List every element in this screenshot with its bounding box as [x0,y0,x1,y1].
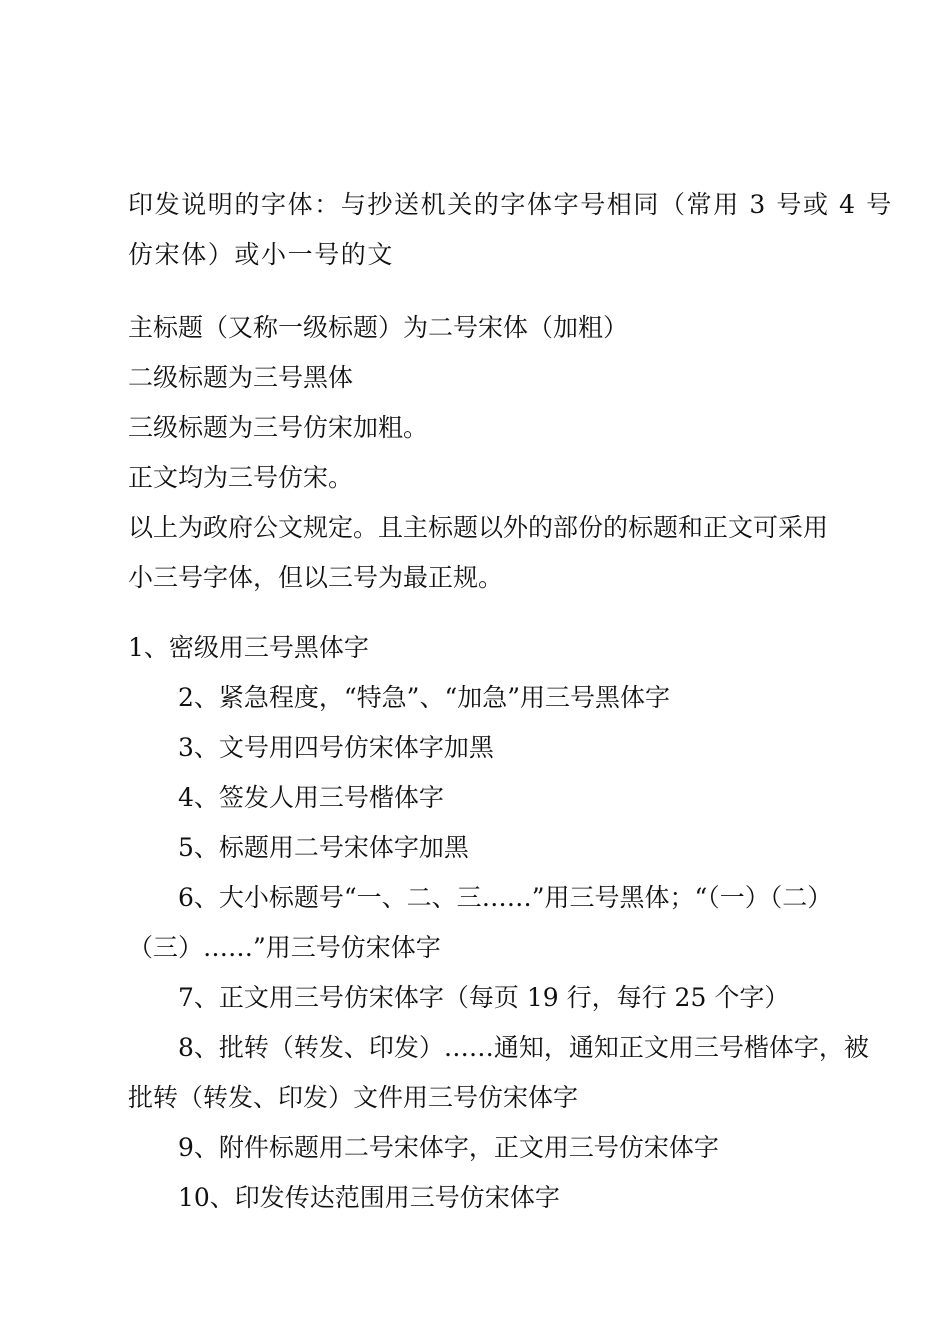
list-item-2: 2、紧急程度，“特急”、“加急”用三号黑体字 [178,683,671,712]
list-item-10: 10、印发传达范围用三号仿宋体字 [178,1183,560,1212]
rule-body-text: 正文均为三号仿宋。 [128,463,354,492]
list-item-7: 7、正文用三号仿宋体字（每页 19 行，每行 25 个字） [178,983,790,1012]
rule-summary-line-1: 以上为政府公文规定。且主标题以外的部份的标题和正文可采用 [128,513,829,542]
rule-level2-title: 二级标题为三号黑体 [128,363,354,392]
rule-summary-line-2: 小三号字体，但以三号为最正规。 [128,563,504,592]
intro-line-2: 仿宋体）或小一号的文 [128,240,395,269]
list-item-6-line-1: 6、大小标题号“一、二、三……”用三号黑体；“（一）（二） [178,883,833,912]
intro-line-1: 印发说明的字体：与抄送机关的字体字号相同（常用 3 号或 4 号 [128,190,893,219]
list-item-1: 1、密级用三号黑体字 [128,633,369,662]
rule-level3-title: 三级标题为三号仿宋加粗。 [128,413,429,442]
list-item-9: 9、附件标题用二号宋体字，正文用三号仿宋体字 [178,1133,719,1162]
list-item-3: 3、文号用四号仿宋体字加黑 [178,733,494,762]
list-item-4: 4、签发人用三号楷体字 [178,783,444,812]
list-item-8-line-2: 批转（转发、印发）文件用三号仿宋体字 [128,1083,579,1112]
list-item-5: 5、标题用二号宋体字加黑 [178,833,469,862]
list-item-6-line-2: （三）……”用三号仿宋体字 [128,933,441,962]
rule-main-title: 主标题（又称一级标题）为二号宋体（加粗） [128,313,629,342]
list-item-8-line-1: 8、批转（转发、印发）……通知，通知正文用三号楷体字，被 [178,1033,869,1062]
